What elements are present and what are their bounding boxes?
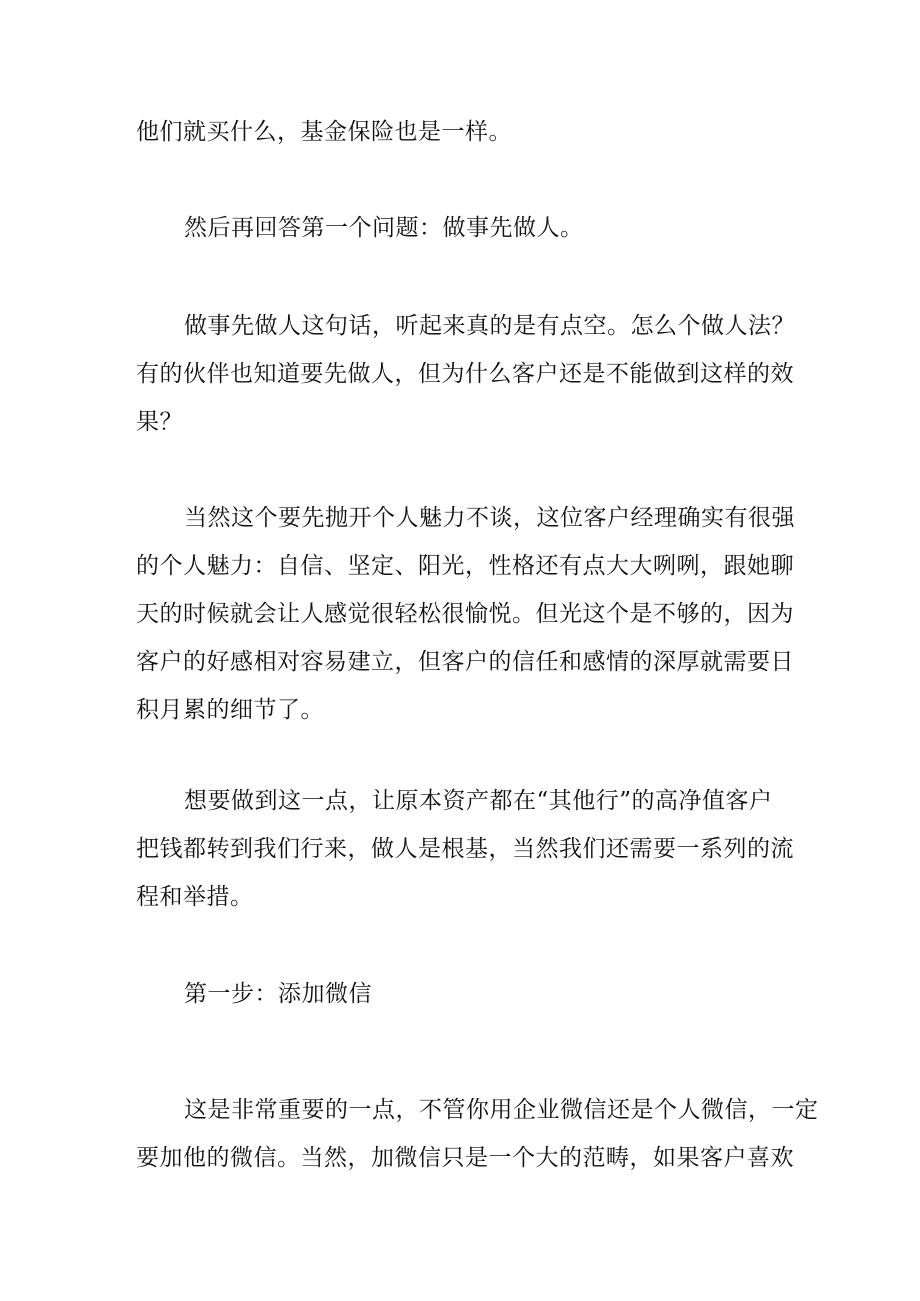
paragraph-4: [136, 494, 795, 734]
paragraph-7: [136, 1086, 819, 1182]
text-line: 把钱都转到我们行来，做人是根基，当然我们还需要一系列的流: [136, 836, 794, 862]
paragraph-2: [136, 204, 792, 252]
paragraph-5: [136, 777, 792, 921]
paragraph-6-heading: [136, 970, 792, 1018]
text-line: 积月累的细节了。: [136, 697, 324, 723]
text-line: 然后再回答第一个问题：做事先做人。: [184, 215, 584, 241]
text-line: 果？: [136, 409, 183, 435]
text-line: 的个人魅力：自信、坚定、阳光，性格还有点大大咧咧，跟她聊: [136, 553, 794, 579]
step-heading: 第一步：添加微信: [184, 981, 372, 1007]
paragraph-1: [136, 108, 792, 156]
paragraph-3: [136, 302, 795, 446]
text-line: 他们就买什么，基金保险也是一样。: [136, 119, 512, 145]
text-line: 这是非常重要的一点，不管你用企业微信还是个人微信，一定: [184, 1097, 819, 1123]
text-line: 做事先做人这句话，听起来真的是有点空。怎么个做人法？: [184, 313, 795, 339]
text-line: 当然这个要先抛开个人魅力不谈，这位客户经理确实有很强: [184, 505, 795, 531]
text-line: 程和举措。: [136, 884, 254, 910]
text-line: 客户的好感相对容易建立，但客户的信任和感情的深厚就需要日: [136, 649, 794, 675]
text-line: 想要做到这一点，让原本资产都在“其他行”的高净值客户: [184, 788, 773, 814]
text-line: 有的伙伴也知道要先做人，但为什么客户还是不能做到这样的效: [136, 361, 794, 387]
text-line: 天的时候就会让人感觉很轻松很愉悦。但光这个是不够的，因为: [136, 601, 794, 627]
text-line: 要加他的微信。当然，加微信只是一个大的范畴，如果客户喜欢: [136, 1145, 794, 1171]
